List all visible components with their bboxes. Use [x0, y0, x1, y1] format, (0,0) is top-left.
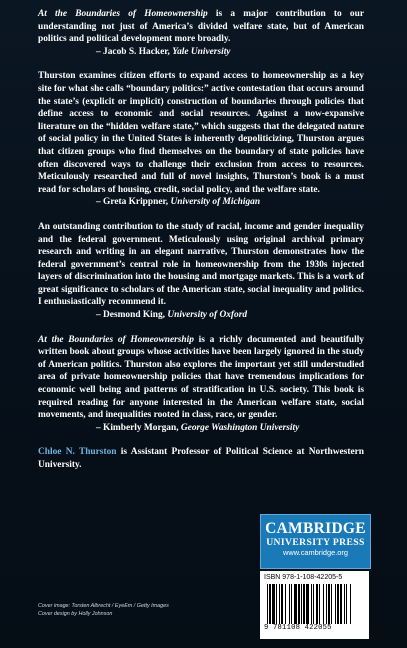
book-title: At the Boundaries of Homeownership — [38, 9, 208, 19]
blurb-krippner — [38, 70, 364, 209]
blurb-morgan — [38, 334, 364, 435]
blurb-hacker — [38, 8, 364, 58]
attribution-affiliation: Yale University — [172, 46, 231, 57]
blurb-text: Thurston examines citizen efforts to expand access to homeownership as a key site for what she calls “boundary politics:” active contestation that occurs around the state’s (explicit or implicit) construction of boundaries through policies that define access to economic and social resources. Against a now-expansive literature on the “hidden welfare state,” which suggests that the delegated nature of social policy in the United States is inherently depoliticizing, Thurston argues that citizen groups who find themselves on the boundary of state policies have often discovered ways to challenge their exclusion from access to resources. Meticulously researched and full of novel insights, Thurston’s book is a must read for scholars of housing, credit, social policy, and the welfare state. — [38, 71, 364, 195]
blurb-king — [38, 221, 364, 322]
barcode-block — [260, 571, 369, 639]
blurb-hacker-text — [38, 8, 364, 46]
publisher-press: UNIVERSITY PRESS — [266, 537, 365, 548]
attribution-name: – Kimberly Morgan, — [96, 422, 181, 433]
author-bio-text: is Assistant Professor of Political Science at Northwestern University. — [38, 447, 364, 470]
blurb-text: is a major contribution to our understanding not just of America’s divided welfare state, but of American politics and political development more broadly. — [38, 9, 364, 45]
attribution-name: – Jacob S. Hacker, — [96, 46, 173, 57]
blurb-text: is a richly documented and beautifully written book about groups whose activities have been largely ignored in the study of American politics. Thurston also explores the important yet still understudied area of private homeownership policies that have tremendous implications for economic well being and patterns of stratification in U.S. society. This book is required reading for anyone interested in the American welfare state, social movements, and inequalities rooted in class, race, or gender. — [38, 334, 364, 421]
blurbs — [38, 8, 364, 472]
isbn-label: ISBN 978-1-108-42205-5 — [264, 574, 343, 581]
attribution — [38, 309, 364, 322]
author-name: Chloe N. Thurston — [38, 447, 117, 458]
blurb-morgan-text — [38, 334, 364, 422]
attribution-affiliation: University of Michigan — [170, 197, 261, 208]
attribution — [38, 46, 364, 59]
attribution-affiliation: George Washington University — [180, 422, 300, 433]
barcode-icon — [264, 584, 365, 624]
barcode-number: 9 781108 422055 — [264, 624, 332, 632]
attribution-name: – Greta Krippner, — [96, 197, 171, 208]
publisher-logo — [260, 514, 371, 569]
attribution-name: – Desmond King, — [96, 310, 168, 321]
cover-credits — [38, 602, 238, 619]
cover-image-credit: Cover image: Torsten Albrecht / EyeEm / Getty Images — [38, 603, 169, 609]
book-title: At the Boundaries of Homeownership — [38, 334, 194, 345]
publisher-url: www.cambridge.org — [283, 548, 348, 557]
attribution-affiliation: University of Oxford — [167, 310, 248, 321]
cover-design-credit: Cover design by Holly Johnson — [38, 611, 113, 618]
attribution — [38, 196, 364, 209]
blurb-text: An outstanding contribution to the study of racial, income and gender inequality and the federal government. Meticulously using original archival primary research and writing in an elegant narrative, Thurston demonstrates how the federal government’s central role in homeownership from the 1930s injected layers of discrimination into the housing and mortgage markets. This is a work of great significance to scholars of the American state, social inequality and politics. I enthusiastically recommend it. — [38, 221, 364, 308]
publisher-name: CAMBRIDGE — [265, 520, 366, 537]
author-bio — [38, 446, 364, 471]
attribution — [38, 422, 364, 435]
